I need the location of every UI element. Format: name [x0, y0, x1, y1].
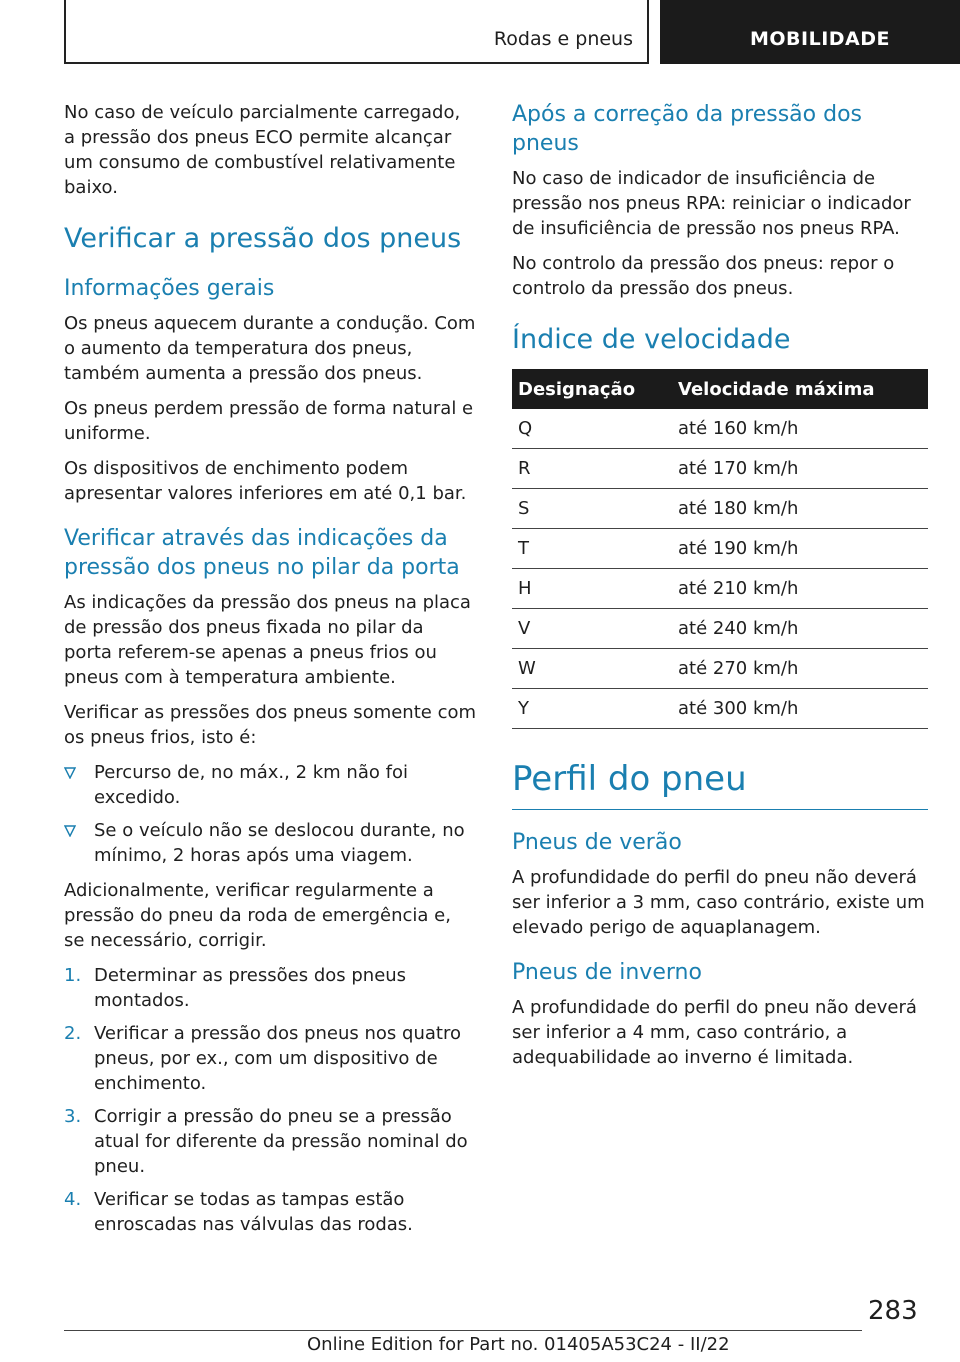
header-chapter-title: MOBILIDADE	[750, 28, 891, 50]
table-cell: Y	[512, 689, 672, 729]
table-cell: até 240 km/h	[672, 609, 928, 649]
table-row	[512, 409, 928, 449]
paragraph: No caso de indicador de insuficiência de pressão nos pneus RPA: reiniciar o indicador de insuficiência de pressão nos pneus RPA.	[512, 168, 911, 239]
header-chapter-box	[660, 0, 960, 64]
step-number: 2.	[64, 1023, 82, 1044]
footer-edition: Online Edition for Part no. 01405A53C24 - II/22	[307, 1334, 730, 1355]
paragraph: Os pneus aquecem durante a condução. Com o aumento da temperatura dos pneus, também aumenta a pressão dos pneus.	[64, 313, 476, 384]
step-text: Verificar se todas as tampas estão enroscadas nas válvulas das rodas.	[94, 1189, 413, 1235]
step-number: 1.	[64, 965, 82, 986]
table-row	[512, 689, 928, 729]
step-text: Determinar as pressões dos pneus montados.	[94, 965, 407, 1011]
table-header-row	[512, 369, 928, 409]
right-column	[512, 100, 928, 1080]
steps-list	[64, 963, 476, 1237]
paragraph: Os dispositivos de enchimento podem apresentar valores inferiores em até 0,1 bar.	[64, 458, 467, 504]
triangle-bullet-icon	[64, 825, 76, 837]
column-header: Designação	[512, 369, 672, 409]
step-number: 3.	[64, 1106, 82, 1127]
heading-door-pillar: Verificar através das indicações da pressão dos pneus no pilar da porta	[64, 526, 460, 580]
table-row	[512, 609, 928, 649]
heading-speed-index: Índice de velocidade	[512, 324, 791, 355]
paragraph: No controlo da pressão dos pneus: repor o controlo da pressão dos pneus.	[512, 253, 895, 299]
table-cell: T	[512, 529, 672, 569]
list-item-text: Percurso de, no máx., 2 km não foi excedido.	[94, 762, 408, 808]
table-cell: R	[512, 449, 672, 489]
table-cell: W	[512, 649, 672, 689]
table-cell: Q	[512, 409, 672, 449]
table-cell: V	[512, 609, 672, 649]
step-text: Verificar a pressão dos pneus nos quatro pneus, por ex., com um dispositivo de enchimento.	[94, 1023, 461, 1094]
column-header: Velocidade máxima	[672, 369, 928, 409]
list-item	[64, 818, 476, 868]
paragraph: As indicações da pressão dos pneus na placa de pressão dos pneus fixada no pilar da porta referem-se apenas a pneus frios ou pneus com à temperatura ambiente.	[64, 592, 471, 688]
table-cell: até 190 km/h	[672, 529, 928, 569]
table-cell: até 160 km/h	[672, 409, 928, 449]
list-item	[64, 1021, 476, 1096]
page-number: 283	[868, 1296, 918, 1326]
table-cell: até 170 km/h	[672, 449, 928, 489]
paragraph: A profundidade do perfil do pneu não deverá ser inferior a 3 mm, caso contrário, existe um elevado perigo de aquaplanagem.	[512, 867, 925, 938]
table-cell: S	[512, 489, 672, 529]
list-item	[64, 1187, 476, 1237]
list-item	[64, 760, 476, 810]
paragraph: Adicionalmente, verificar regularmente a pressão do pneu da roda de emergência e, se necessário, corrigir.	[64, 880, 451, 951]
bullet-list	[64, 760, 476, 868]
heading-check-tire-pressure: Verificar a pressão dos pneus	[64, 223, 462, 254]
header-section-box	[64, 0, 649, 64]
heading-winter-tires: Pneus de inverno	[512, 960, 702, 985]
triangle-bullet-icon	[64, 767, 76, 779]
list-item-text: Se o veículo não se deslocou durante, no mínimo, 2 horas após uma viagem.	[94, 820, 465, 866]
heading-summer-tires: Pneus de verão	[512, 830, 682, 855]
table-cell: até 180 km/h	[672, 489, 928, 529]
table-cell: até 300 km/h	[672, 689, 928, 729]
heading-general-info: Informações gerais	[64, 276, 275, 301]
step-text: Corrigir a pressão do pneu se a pressão atual for diferente da pressão nominal do pneu.	[94, 1106, 468, 1177]
heading-after-correction: Após a correção da pressão dos pneus	[512, 102, 862, 156]
paragraph: A profundidade do perfil do pneu não deverá ser inferior a 4 mm, caso contrário, a adequabilidade ao inverno é limitada.	[512, 997, 917, 1068]
left-column	[64, 100, 476, 1247]
list-item	[64, 963, 476, 1013]
paragraph: Os pneus perdem pressão de forma natural e uniforme.	[64, 398, 474, 444]
table-row	[512, 449, 928, 489]
table-row	[512, 569, 928, 609]
table-row	[512, 529, 928, 569]
table-row	[512, 489, 928, 529]
speed-index-table	[512, 369, 928, 729]
list-item	[64, 1104, 476, 1179]
header-section-title: Rodas e pneus	[493, 28, 633, 50]
table-row	[512, 649, 928, 689]
intro-paragraph: No caso de veículo parcialmente carregado, a pressão dos pneus ECO permite alcançar um consumo de combustível relativamente baixo.	[64, 102, 461, 198]
footer-divider	[64, 1330, 862, 1331]
step-number: 4.	[64, 1189, 82, 1210]
heading-tire-profile: Perfil do pneu	[512, 757, 928, 810]
paragraph: Verificar as pressões dos pneus somente com os pneus frios, isto é:	[64, 702, 477, 748]
table-cell: até 270 km/h	[672, 649, 928, 689]
table-cell: H	[512, 569, 672, 609]
table-cell: até 210 km/h	[672, 569, 928, 609]
